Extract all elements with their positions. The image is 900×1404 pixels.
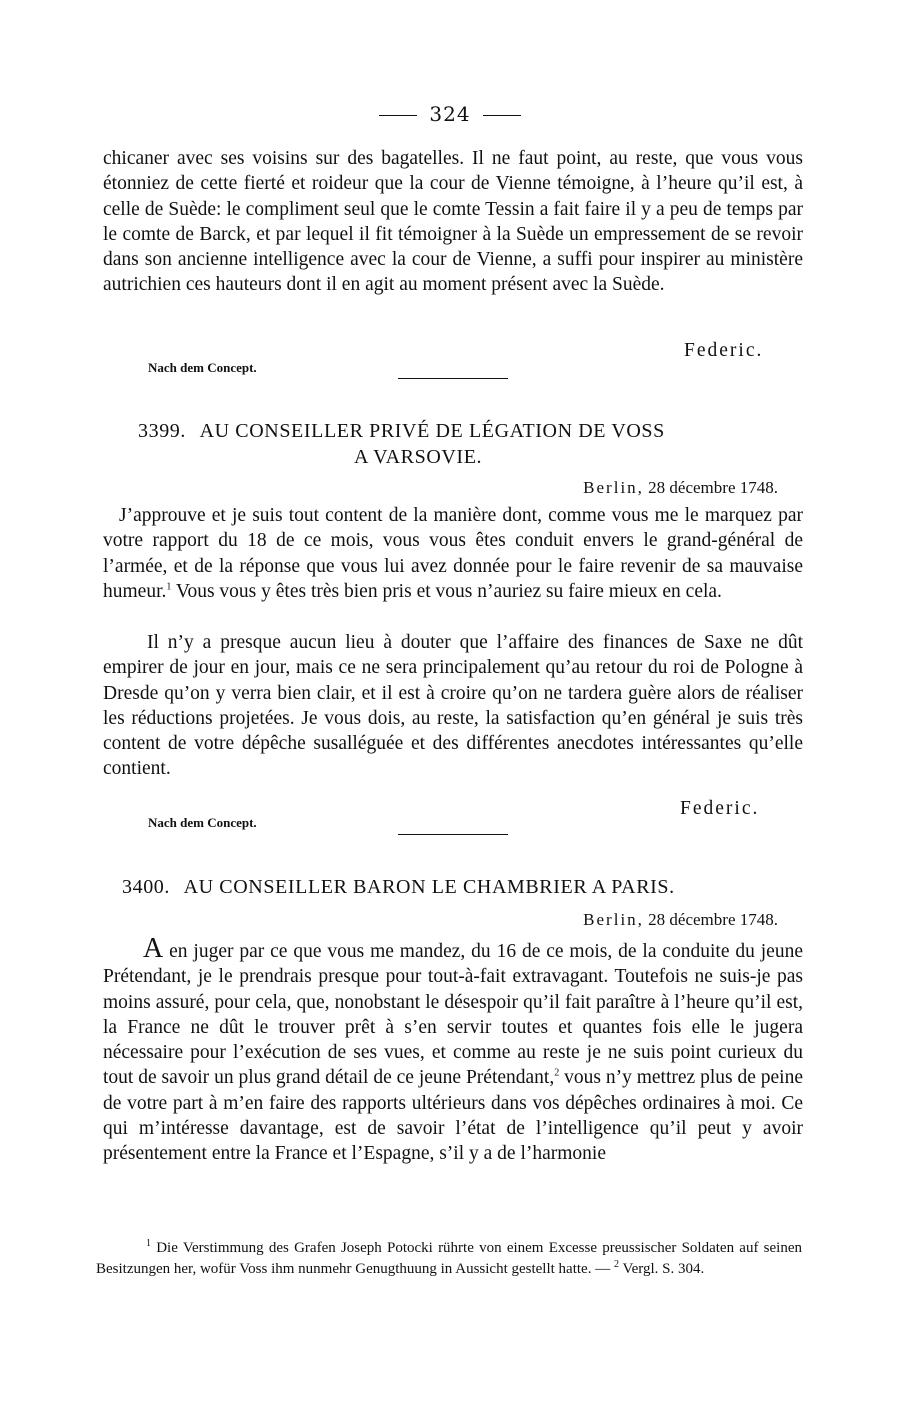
source-note-1: Nach dem Concept.: [148, 360, 257, 375]
page-number-dash-right: [483, 115, 521, 116]
letter-3399-heading-line2: A VARSOVIE.: [354, 446, 483, 468]
letter-3399-dateline: [583, 478, 778, 498]
letter-3400-para1-start: en juger par ce que vous me mandez, du 16 de ce mois, de la conduite du jeune Prétendant, je le prendrais presque pour tout-à-fait extravagant. Toutefois ne suis-je pas moins assuré, pour cela, que, nonobstant le désespoir qu’il fait paraître à l’heure qu’il est, la France ne dût le trouver prêt à s’en servir toutes et quantes fois elle le jugera nécessaire pour l’exécution de ses vues, et comme au reste je ne suis point curieux du tout de savoir un plus grand détail de ce jeune Prétendant,: [103, 941, 803, 1089]
letter-3400-dropcap: A: [143, 933, 164, 964]
letter-3399-para1-start: J’approuve et je suis tout content de la manière dont, comme vous me le marquez par votre rapport du 18 de ce mois, vous vous êtes conduit envers le grand-général de l’armée, et de la réponse que vous lui avez donnée pour le faire revenir de sa mauvaise humeur.: [103, 505, 803, 602]
letter-3399-date: 28 décembre 1748.: [648, 478, 778, 497]
letter-3399-signature: Federic.: [680, 798, 760, 819]
footnote-1-text: Die Verstimmung des Grafen Joseph Potocki rührte von einem Excesse preussischer Soldaten auf seinen Besitzungen her, wofür Voss ihm nunmehr Genugthuung in Aussicht gestellt hatte. —: [96, 1240, 802, 1277]
letter-3399-number: 3399.: [138, 420, 186, 442]
letter-3399-heading: [138, 420, 665, 443]
section-divider-1: [398, 378, 508, 379]
letter-3399-date-place: Berlin,: [583, 478, 644, 497]
letter-3399-paragraph-1: [103, 503, 803, 604]
section-divider-2: [398, 834, 508, 835]
letter-3400-paragraph-1: [103, 933, 803, 1167]
letter-3400-number: 3400.: [122, 876, 170, 898]
footnote-1-marker: 1: [146, 1238, 151, 1249]
letter-3400-date: 28 décembre 1748.: [648, 910, 778, 929]
letter-3400-date-place: Berlin,: [583, 910, 644, 929]
letter-3399-source-note: Nach dem Concept.: [148, 815, 257, 830]
footnote-ref-1: 1: [166, 581, 172, 593]
letter-3399-para1-end: Vous vous y êtes très bien pris et vous n’auriez su faire mieux en cela.: [171, 580, 722, 602]
letter-3399-paragraph-2: Il n’y a presque aucun lieu à douter que l’affaire des finances de Saxe ne dût empirer de jour en jour, mais ce ne sera principalement qu’au retour du roi de Pologne à Dresde qu’on y verra bien clair, et il est à croire qu’on ne tardera guère alors de réaliser les réductions projetées. Je vous dois, au reste, la satisfaction qu’en général je suis très content de votre dépêche susalléguée et des différentes anecdotes intéressantes qu’elle contient.: [103, 632, 803, 780]
letter-3400-heading: [122, 876, 675, 899]
footnote-2-text: Vergl. S. 304.: [618, 1261, 705, 1277]
letter-3400-dateline: [583, 910, 778, 930]
page-number-dash-left: [379, 115, 417, 116]
footnotes: [96, 1238, 802, 1280]
page-number-text: 324: [429, 102, 471, 126]
letter-3400-para1-end: vous n’y mettrez plus de peine de votre part à m’en faire des rapports ultérieurs dans vos dépêches ordinaires à moi. Ce qui m’intéresse davantage, est de savoir l’état de l’intelligence qu’il peut y avoir présentement entre la France et l’Espagne, s’il y a de l’harmonie: [103, 1067, 803, 1165]
footnote-2-marker: 2: [613, 1259, 619, 1270]
page-number: [0, 102, 900, 126]
signature-1: Federic.: [684, 340, 764, 361]
footnote-ref-2: 2: [554, 1067, 560, 1079]
letter-3400-heading-text: AU CONSEILLER BARON LE CHAMBRIER A PARIS.: [183, 876, 675, 898]
continued-paragraph: chicaner avec ses voisins sur des bagatelles. Il ne faut point, au reste, que vous vous étonniez de cette fierté et roideur que la cour de Vienne témoigne, à l’heure qu’il est, à celle de Suède: le compliment seul que le comte Tessin a fait faire il y a peu de temps par le comte de Barck, et par lequel il fit témoigner à la Suède un empressement de se revoir dans son ancienne intelligence avec la cour de Vienne, a suffi pour inspirer au ministère autrichien ces hauteurs dont il en agit au moment présent avec la Suède.: [103, 148, 803, 296]
letter-3399-heading-line1: AU CONSEILLER PRIVÉ DE LÉGATION DE VOSS: [199, 420, 665, 442]
